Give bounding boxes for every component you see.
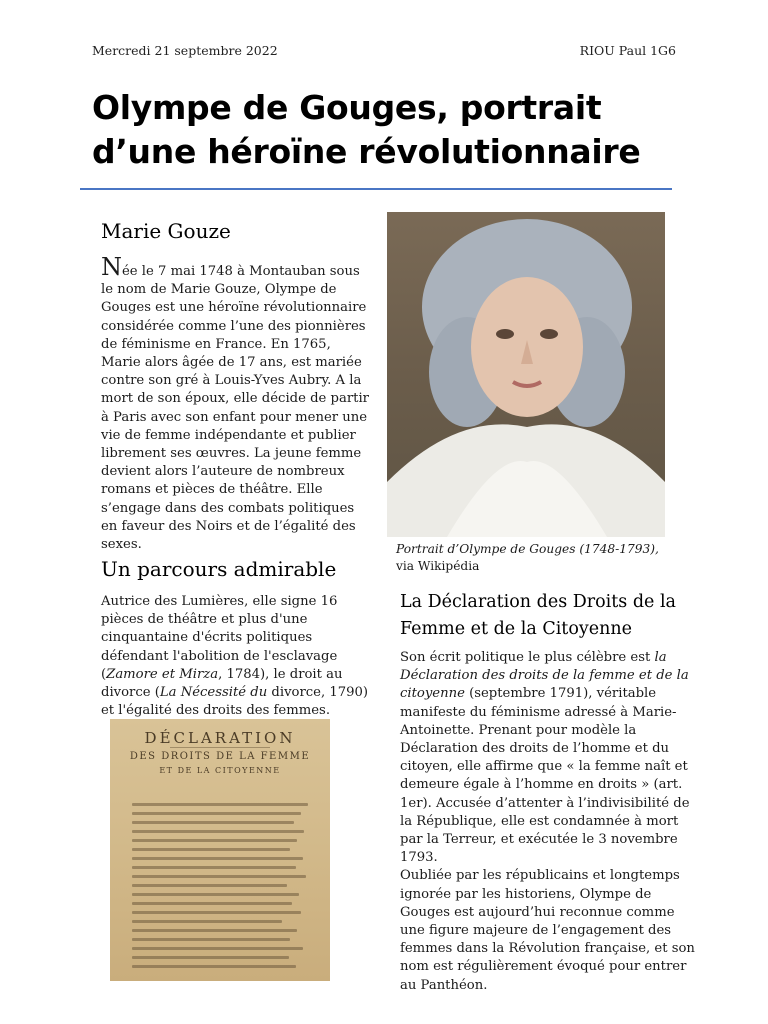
intro-text: ée le 7 mai 1748 à Montauban sous le nom de Marie Gouze, Olympe de Gouges est une héroïne révolutionnaire considérée comme l’une des pionnières de féminisme en France. En 1765, Marie alors âgée de 17 ans, est mariée contre son gré à Louis-Yves Aubry. A la mort de son époux, elle décide de partir à Paris avec son enfant pour mener une vie de femme indépendante et publier librement ses œuvres. La jeune femme devient alors l’auteure de nombreux romans et pièces de théâtre. Elle s’engage dans des combats politiques en faveur des Noirs et de l’égalité des sexes. (101, 264, 369, 553)
doc-text-line (132, 830, 304, 833)
parcours-work-zamore: Zamore et Mirza (106, 666, 219, 682)
caption-title: Portrait d’Olympe de Gouges (1748-1793), (396, 542, 659, 556)
doc-text-line (132, 965, 296, 968)
doc-text-line (132, 920, 282, 923)
doc-text-line (132, 947, 303, 950)
section-heading-marie-gouze: Marie Gouze (101, 219, 231, 243)
parcours-text-a: Autrice des Lumières, elle signe 16 pièces de théâtre et plus d'une cinquantaine d'écrits politiques défendant l'abolition de l'esclavage ( (101, 594, 338, 682)
doc-text-line (132, 857, 303, 860)
declaration-paragraph (400, 649, 700, 995)
doc-text-line (132, 803, 308, 806)
doc-text-line (132, 893, 299, 896)
doc-text-line (132, 866, 296, 869)
doc-subtitle-2: ET DE LA CITOYENNE (159, 766, 281, 775)
header-author: RIOU Paul 1G6 (579, 43, 676, 58)
doc-subtitle: DES DROITS DE LA FEMME (129, 751, 311, 762)
decl-text-c: Oubliée par les républicains et longtemps ignorée par les historiens, Olympe de Gouges est aujourd’hui reconnue comme une figure majeure de l’engagement des femmes dans la Révolution française, et son nom est régulièrement évoqué pour entrer au Panthéon. (400, 868, 695, 993)
header-date: Mercredi 21 septembre 2022 (92, 43, 278, 58)
doc-text-line (132, 911, 301, 914)
doc-text-line (132, 839, 297, 842)
portrait-image (387, 212, 665, 537)
decl-work-title: la Déclaration des droits de la femme et de la citoyenne (400, 650, 689, 702)
parcours-paragraph (101, 593, 373, 720)
doc-text-line (132, 821, 294, 824)
portrait-icon (387, 212, 665, 537)
doc-text-line (132, 848, 290, 851)
doc-text-line (132, 902, 292, 905)
section-heading-parcours: Un parcours admirable (101, 557, 337, 581)
title-divider (80, 188, 672, 190)
doc-text-lines (132, 803, 308, 974)
doc-text-line (132, 938, 290, 941)
doc-text-line (132, 929, 297, 932)
portrait-caption (396, 541, 696, 575)
parcours-text-b: , 1784), le droit au divorce ( (101, 666, 343, 701)
page-title: Olympe de Gouges, portrait d’une héroïne révolutionnaire (92, 88, 641, 171)
caption-source: via Wikipédia (396, 559, 480, 573)
decl-text-b: (septembre 1791), véritable manifeste du féminisme adressé à Marie-Antoinette. Prenant pour modèle la Déclaration des droits de l’homme et du citoyen, elle affirme que « la femme naît et demeure égale à l’homme en droits » (art. 1er). Accusée d’attenter à l’indivisibilité de la République, elle est condamnée à mort par la Terreur, et exécutée le 3 novembre 1793. (400, 686, 690, 866)
parcours-work-divorce: La Nécessité du (159, 685, 268, 701)
doc-text-line (132, 875, 306, 878)
drop-cap: N (101, 253, 122, 281)
doc-title: DÉCLARATION (144, 729, 296, 747)
section-heading-declaration: La Déclaration des Droits de la Femme et de la Citoyenne (400, 592, 676, 639)
doc-text-line (132, 956, 289, 959)
intro-paragraph (101, 253, 371, 554)
doc-text-line (132, 884, 287, 887)
doc-text-line (132, 812, 301, 815)
decl-text-a: Son écrit politique le plus célèbre est (400, 650, 655, 665)
doc-rule (170, 747, 270, 748)
parcours-text-c: divorce, 1790) et l'égalité des droits des femmes. (101, 685, 369, 719)
declaration-document-image (110, 719, 330, 981)
